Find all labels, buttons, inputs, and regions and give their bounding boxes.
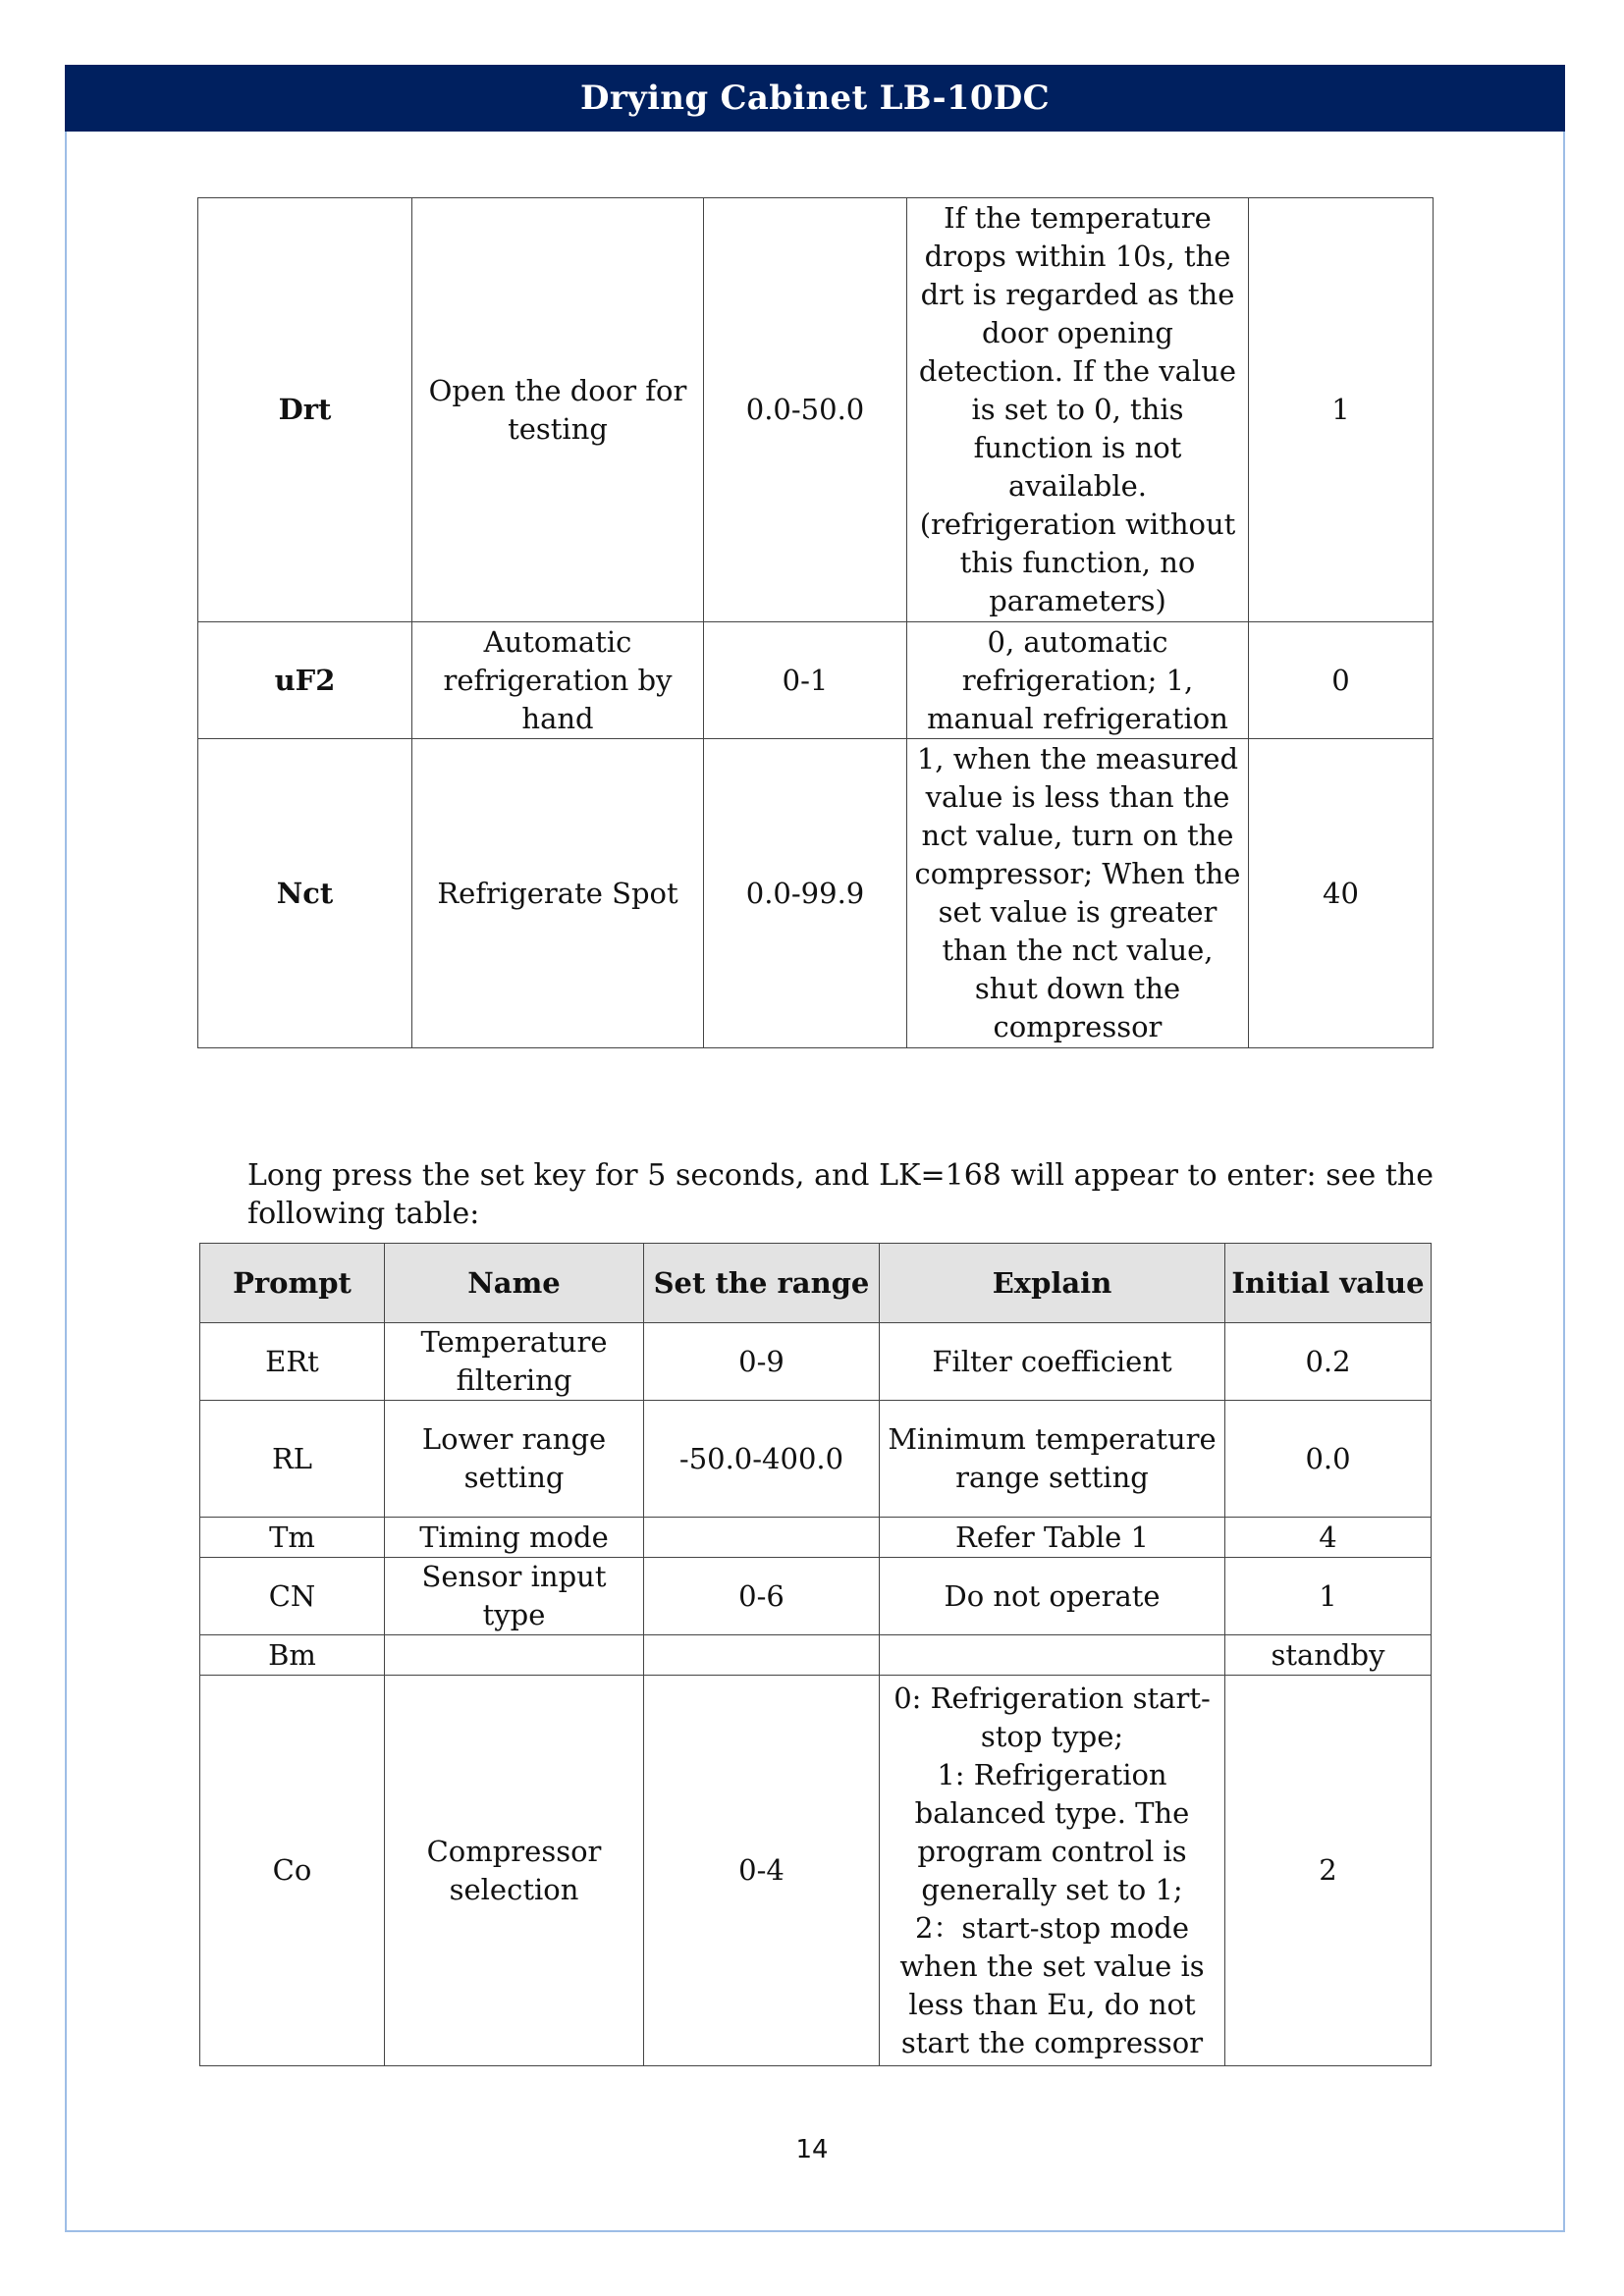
param-explain: Filter coefficient [880, 1323, 1225, 1401]
param-initial: 1 [1249, 198, 1434, 622]
table-row [200, 1635, 1432, 1676]
param-range: 0-9 [644, 1323, 880, 1401]
param-explain [880, 1635, 1225, 1676]
page-number: 14 [795, 2135, 829, 2164]
param-prompt: Bm [200, 1635, 385, 1676]
param-prompt: Co [200, 1676, 385, 2066]
param-explain: Do not operate [880, 1558, 1225, 1635]
param-prompt: RL [200, 1401, 385, 1518]
param-prompt: CN [200, 1558, 385, 1635]
column-header: Initial value [1225, 1244, 1432, 1323]
instruction-paragraph: Long press the set key for 5 seconds, and LK=168 will appear to enter: see the following table: [247, 1158, 1434, 1231]
param-initial: 1 [1225, 1558, 1432, 1635]
param-range [644, 1518, 880, 1558]
param-name: Automatic refrigeration by hand [412, 622, 704, 739]
param-explain: Refer Table 1 [880, 1518, 1225, 1558]
parameter-table-continued [197, 197, 1434, 1048]
column-header: Set the range [644, 1244, 880, 1323]
explain-line: 2：start-stop mode when the set value is less than Eu, do not start the compressor [899, 1910, 1205, 2059]
param-range: -50.0-400.0 [644, 1401, 880, 1518]
param-name: Refrigerate Spot [412, 739, 704, 1048]
param-range: 0-6 [644, 1558, 880, 1635]
param-prompt: Nct [198, 739, 412, 1048]
param-name: Sensor input type [385, 1558, 644, 1635]
param-name: Lower range setting [385, 1401, 644, 1518]
param-prompt: uF2 [198, 622, 412, 739]
param-name: Timing mode [385, 1518, 644, 1558]
param-explain: 0, automatic refrigeration; 1, manual refrigeration [907, 622, 1249, 739]
param-prompt: ERt [200, 1323, 385, 1401]
column-header: Prompt [200, 1244, 385, 1323]
document-header [65, 65, 1565, 132]
param-name: Compressor selection [385, 1676, 644, 2066]
param-initial: 40 [1249, 739, 1434, 1048]
param-range: 0.0-50.0 [704, 198, 907, 622]
param-prompt: Tm [200, 1518, 385, 1558]
param-explain: If the temperature drops within 10s, the drt is regarded as the door opening detection. If the value is set to 0, this function is not available. (refrigeration without this function, no parameters) [907, 198, 1249, 622]
param-range: 0.0-99.9 [704, 739, 907, 1048]
table-header-row [200, 1244, 1432, 1323]
param-explain [880, 1676, 1225, 2066]
param-explain: Minimum temperature range setting [880, 1401, 1225, 1518]
param-range: 0-4 [644, 1676, 880, 2066]
param-initial: 0.2 [1225, 1323, 1432, 1401]
param-name: Open the door for testing [412, 198, 704, 622]
param-initial: 4 [1225, 1518, 1432, 1558]
table-row [200, 1323, 1432, 1401]
param-prompt: Drt [198, 198, 412, 622]
param-range [644, 1635, 880, 1676]
column-header: Name [385, 1244, 644, 1323]
table-row [198, 739, 1434, 1048]
document-title: Drying Cabinet LB-10DC [580, 79, 1050, 118]
table-row [200, 1676, 1432, 2066]
lk168-parameter-table [199, 1243, 1432, 2066]
param-name: Temperature filtering [385, 1323, 644, 1401]
param-initial: standby [1225, 1635, 1432, 1676]
param-explain: 1, when the measured value is less than the nct value, turn on the compressor; When the set value is greater than the nct value, shut down the compressor [907, 739, 1249, 1048]
table-row [200, 1518, 1432, 1558]
table-row [200, 1558, 1432, 1635]
param-name [385, 1635, 644, 1676]
table-row [200, 1401, 1432, 1518]
explain-line: 0: Refrigeration start-stop type; [893, 1681, 1211, 1753]
param-initial: 0.0 [1225, 1401, 1432, 1518]
param-range: 0-1 [704, 622, 907, 739]
param-initial: 2 [1225, 1676, 1432, 2066]
param-initial: 0 [1249, 622, 1434, 739]
column-header: Explain [880, 1244, 1225, 1323]
explain-line: 1: Refrigeration balanced type. The program control is generally set to 1; [914, 1757, 1190, 1906]
table-row [198, 622, 1434, 739]
table-row [198, 198, 1434, 622]
